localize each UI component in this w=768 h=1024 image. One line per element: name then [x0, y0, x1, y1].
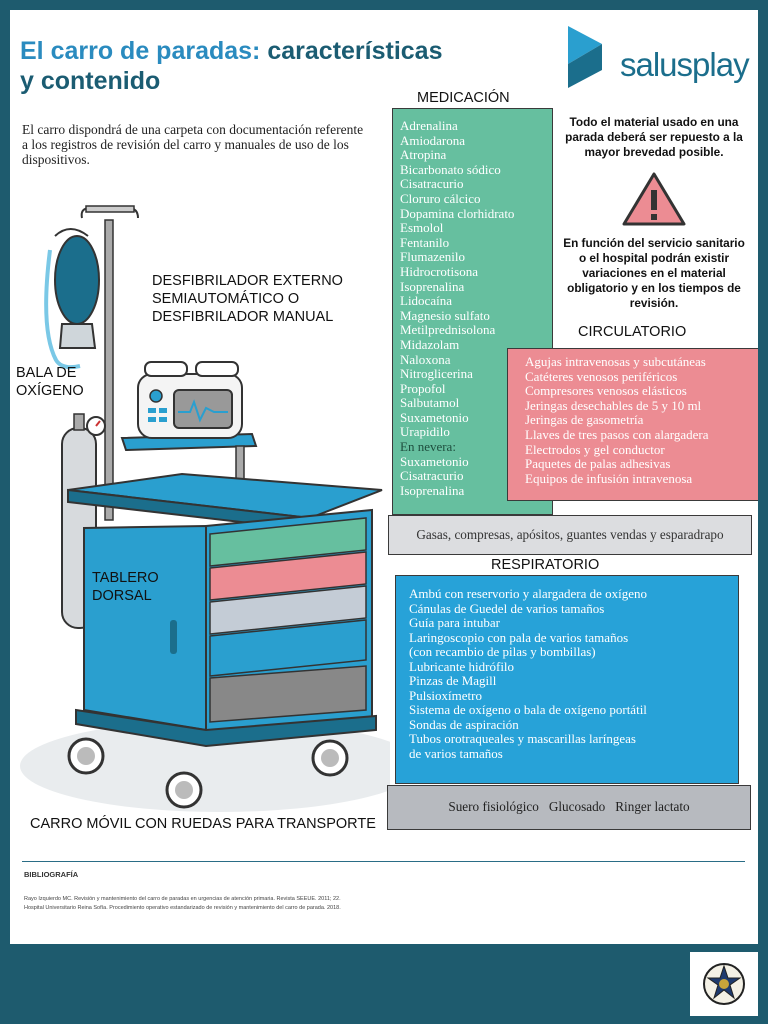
list-item: Sistema de oxígeno o bala de oxígeno portátil — [409, 702, 647, 717]
list-item: Atropina — [400, 147, 447, 163]
suero-item: Glucosado — [548, 799, 606, 815]
list-item: Naloxona — [400, 351, 451, 367]
medicacion-heading: MEDICACIÓN — [417, 90, 510, 106]
list-item: Lidocaína — [400, 293, 452, 309]
salusplay-logo — [558, 24, 748, 94]
list-item: Metilprednisolona — [400, 322, 496, 338]
respiratorio-box — [395, 575, 739, 784]
list-item: Flumazenilo — [400, 249, 465, 265]
bibliography-ref: Hospital Universitario Reina Sofía. Procedimiento operativo estandarizado de revisión y mantenimiento del carro de parada. 2018. — [24, 905, 341, 911]
list-item: Paquetes de palas adhesivas — [525, 456, 671, 472]
list-item: Bicarbonato sódico — [400, 161, 501, 177]
list-item: Salbutamol — [400, 395, 460, 411]
warning-triangle-icon — [620, 170, 688, 228]
list-item: Lubricante hidrófilo — [409, 658, 515, 674]
list-item: Esmolol — [400, 220, 444, 236]
list-item: Pinzas de Magill — [409, 673, 497, 688]
list-item: Suxametonio — [400, 453, 469, 469]
institution-crest — [690, 952, 758, 1016]
list-item: Ambú con reservorio y alargadera de oxígeno — [409, 586, 648, 601]
label-desfibrilador: DESFIBRILADOR EXTERNO SEMIAUTOMÁTICO O DESFIBRILADOR MANUAL — [152, 273, 343, 325]
list-item: Llaves de tres pasos con alargadera — [525, 426, 709, 442]
logo-text: salusplay — [620, 46, 749, 83]
warning-bottom-text: En función del servicio sanitario o el hospital podrán existir variaciones en el material obligatorio y en los tiempos de revisión. — [563, 236, 745, 310]
bibliography-ref: Rayo Izquierdo MC. Revisión y mantenimiento del carro de paradas en urgencias de atención primaria. Revista SEEUE. 2011; 22. — [24, 896, 341, 902]
label-bala-oxigeno: BALA DE OXÍGENO — [16, 365, 84, 399]
list-item: Tubos orotraqueales y mascarillas laríngeas — [409, 731, 636, 746]
gasas-box: Gasas, compresas, apósitos, guantes vendas y esparadrapo — [388, 515, 752, 555]
salusplay-logo-icon — [558, 24, 618, 90]
intro-text: El carro dispondrá de una carpeta con documentación referente a los registros de revisión del carro y manuales de uso de los dispositivos. — [22, 122, 364, 167]
suero-item: Suero fisiológico — [448, 799, 539, 815]
list-item: de varios tamaños — [409, 745, 503, 761]
list-item: Nitroglicerina — [400, 366, 473, 382]
list-item: Hidrocrotisona — [400, 263, 478, 279]
circulatorio-box — [507, 348, 758, 501]
crest-emblem-icon — [690, 952, 758, 1016]
list-item: Cisatracurio — [400, 468, 464, 484]
list-item: Magnesio sulfato — [400, 307, 490, 323]
list-item: Laringoscopio con pala de varios tamaños — [409, 629, 629, 645]
suero-item: Ringer lactato — [615, 799, 690, 815]
list-item: Urapidilo — [400, 424, 450, 440]
label-tablero-dorsal: TABLERO DORSAL — [92, 570, 159, 604]
list-item: Compresores venosos elásticos — [525, 383, 687, 399]
list-item: (con recambio de pilas y bombillas) — [409, 644, 596, 659]
list-item: Isoprenalina — [400, 278, 465, 294]
list-item: Propofol — [400, 380, 446, 396]
circulatorio-list — [525, 355, 758, 486]
list-item: Fentanilo — [400, 234, 450, 250]
list-item: Isoprenalina — [400, 482, 465, 498]
bibliography-heading: BIBLIOGRAFÍA — [24, 870, 79, 879]
warning-top-text: Todo el material usado en una parada deberá ser repuesto a la mayor brevedad posible. — [565, 115, 743, 159]
list-item: Midazolam — [400, 336, 460, 352]
list-item: Jeringas desechables de 5 y 10 ml — [525, 397, 702, 413]
list-item: Cisatracurio — [400, 176, 464, 192]
list-item: Sondas de aspiración — [409, 716, 519, 732]
page-title: El carro de paradas: características y contenido — [20, 37, 443, 95]
sueros-box — [387, 785, 751, 830]
list-item: Jeringas de gasometría — [525, 412, 644, 428]
list-item: Cánulas de Guedel de varios tamaños — [409, 600, 605, 616]
circulatorio-heading: CIRCULATORIO — [578, 324, 687, 340]
list-item: Electrodos y gel conductor — [525, 441, 665, 457]
list-item: Amiodarona — [400, 132, 465, 148]
respiratorio-heading: RESPIRATORIO — [491, 557, 600, 573]
infographic-page — [10, 10, 758, 944]
list-item: Pulsioxímetro — [409, 687, 482, 703]
list-item: Dopamina clorhidrato — [400, 205, 515, 221]
list-item: Catéteres venosos periféricos — [525, 368, 678, 384]
list-item: Adrenalina — [400, 118, 458, 133]
label-carro-movil: CARRO MÓVIL CON RUEDAS PARA TRANSPORTE — [30, 816, 376, 832]
respiratorio-list — [409, 587, 738, 761]
list-item: Guía para intubar — [409, 615, 500, 630]
list-item: Suxametonio — [400, 409, 469, 425]
list-item: Equipos de infusión intravenosa — [525, 470, 693, 486]
bibliography-divider — [22, 861, 745, 862]
fridge-label: En nevera: — [400, 439, 456, 455]
list-item: Agujas intravenosas y subcutáneas — [525, 354, 706, 369]
list-item: Cloruro cálcico — [400, 190, 481, 206]
footer-band — [0, 944, 768, 1024]
warning-note — [558, 115, 750, 311]
